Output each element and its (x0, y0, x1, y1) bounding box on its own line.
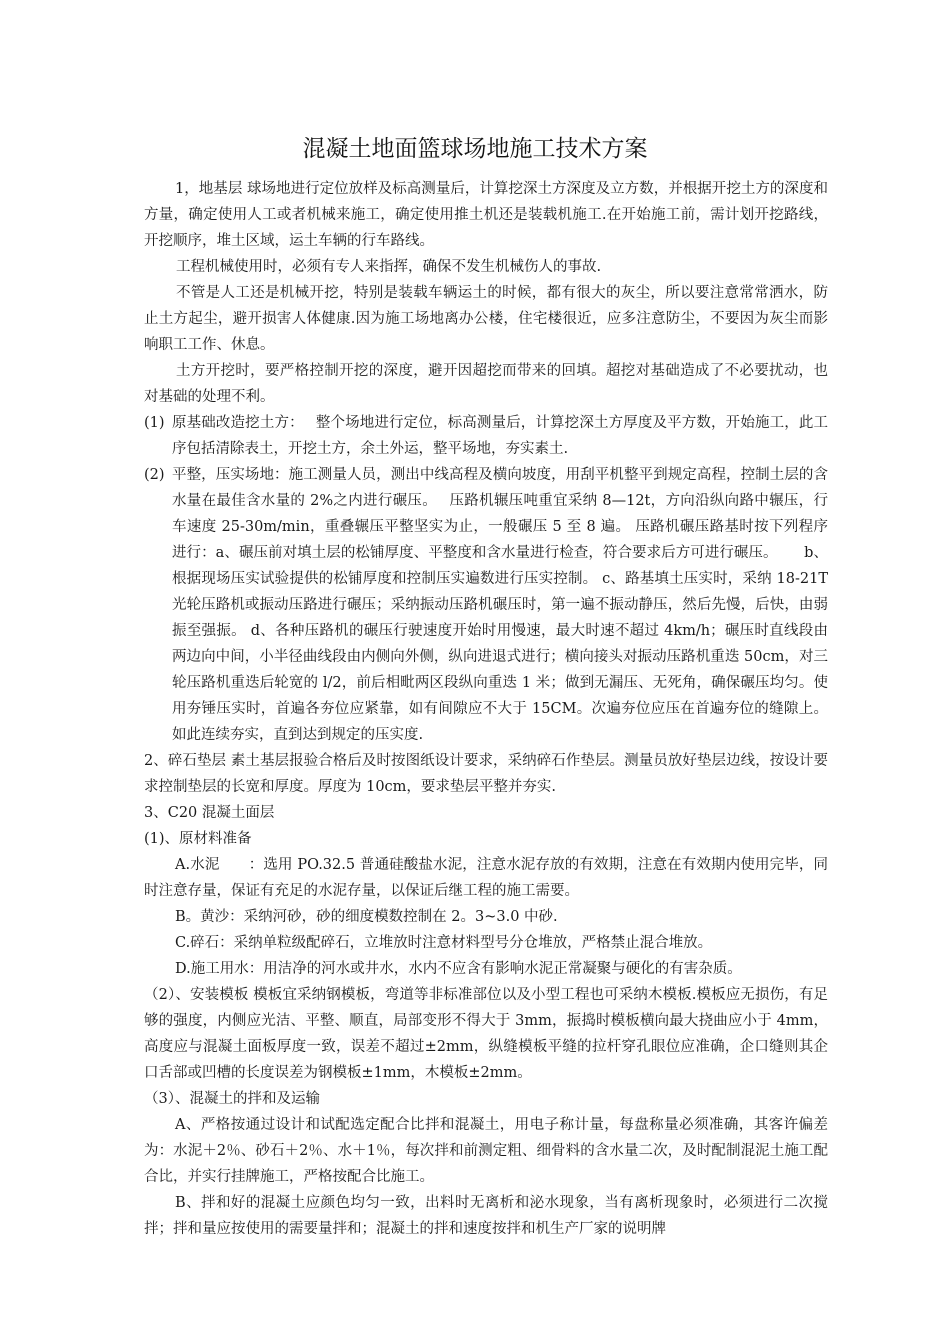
paragraph-water: D.施工用水：用洁净的河水或井水，水内不应含有影响水泥正常凝聚与硬化的有害杂质。 (175, 961, 742, 977)
subsection-heading-3: （3）、混凝土的拌和及运输 (144, 1091, 320, 1107)
paragraph-formwork: （2）、安装模板 模板宜采纳钢模板，弯道等非标准部位以及小型工程也可采纳木模板.模板应无损伤，有足够的强度，内侧应光洁、平整、顺直，局部变形不得大于 3mm，振捣时模板横向最大挠曲应小于 4mm，高度应与混凝土面板厚度一致，误差不超过±2mm，纵缝模板平缝的拉杆穿孔眼位应准确，企口缝则其企口舌部或凹槽的长度误差为钢模板±1mm，木模板±2mm。 (144, 987, 828, 1081)
paragraph-5: 2、碎石垫层 素土基层报验合格后及时按图纸设计要求，采纳碎石作垫层。测量员放好垫层边线，按设计要求控制垫层的长宽和厚度。厚度为 10cm，要求垫层平整并夯实. (144, 753, 828, 795)
paragraph-3: 不管是人工还是机械开挖，特别是装载车辆运土的时候，都有很大的灰尘，所以要注意常常洒水，防止土方起尘，避开损害人体健康.因为施工场地离办公楼，住宅楼很近，应多注意防尘，不要因为灰尘而影响职工工作、休息。 (144, 285, 828, 353)
list-item-1 (144, 410, 828, 462)
paragraph-sand: B。黄沙：采纳河砂，砂的细度模数控制在 2。3~3.0 中砂. (175, 909, 558, 925)
list-item-text: 平整，压实场地：施工测量人员，测出中线高程及横向坡度，用刮平机整平到规定高程，控制土层的含水量在最佳含水量的 2%之内进行碾压。 压路机辗压吨重宜采纳 8—12t，方向沿纵向路中辗压，行车速度 25-30m/min，重叠辗压平整坚实为止，一般碾压 5 至 8 遍。 压路机碾压路基时按下列程序进行：a、碾压前对填土层的松铺厚度、平整度和含水量进行检查，符合要求后方可进行碾压。 b、根据现场压实试验提供的松铺厚度和控制压实遍数进行压实控制。 c、路基填土压实时，采纳 18-21T 光轮压路机或振动压路进行碾压；采纳振动压路机碾压时，第一遍不振动静压，然后先慢，后快，由弱振至强振。 d、各种压路机的碾压行驶速度开始时用慢速，最大时速不超过 4km/h；碾压时直线段由两边向中间，小半径曲线段由内侧向外侧，纵向进退式进行；横向接头对振动压路机重迭 50cm，对三轮压路机重迭后轮宽的 l/2，前后相毗两区段纵向重迭 1 米；做到无漏压、无死角，确保碾压均匀。使用夯锤压实时，首遍各夯位应紧靠，如有间隙应不大于 15CM。次遍夯位应压在首遍夯位的缝隙上。如此连续夯实，直到达到规定的压实度. (172, 467, 828, 743)
paragraph-mixing-a: A、严格按通过设计和试配选定配合比拌和混凝土，用电子称计量，每盘称量必须准确，其客许偏差为：水泥＋2％、砂石＋2％、水＋1％，每次拌和前测定粗、细骨料的含水量二次，及时配制混泥土施工配合比，并实行挂牌施工，严格按配合比施工。 (144, 1117, 828, 1185)
paragraph-1: 1，地基层 球场地进行定位放样及标高测量后，计算挖深土方深度及立方数，并根据开挖土方的深度和方量，确定使用人工或者机械来施工，确定使用推土机还是装载机施工.在开始施工前，需计划开挖路线，开挖顺序，堆土区域，运土车辆的行车路线。 (144, 181, 828, 249)
document-title: 混凝土地面篮球场地施工技术方案 (302, 136, 648, 162)
section-heading-3: 3、C20 混凝土面层 (144, 805, 275, 821)
document-body (144, 176, 828, 1242)
subsection-heading-1: (1)、原材料准备 (144, 831, 252, 847)
paragraph-4: 土方开挖时，要严格控制开挖的深度，避开因超挖而带来的回填。超挖对基础造成了不必要扰动，也对基础的处理不利。 (144, 363, 828, 405)
paragraph-gravel: C.碎石：采纳单粒级配碎石，立堆放时注意材料型号分仓堆放，严格禁止混合堆放。 (175, 935, 713, 951)
paragraph-mixing-b: B、拌和好的混凝土应颜色均匀一致，出料时无离析和泌水现象，当有离析现象时，必须进行二次搅拌；拌和量应按使用的需要量拌和；混凝土的拌和速度按拌和机生产厂家的说明牌 (144, 1195, 828, 1237)
list-item-number: (2) (144, 467, 165, 483)
list-item-number: (1) (144, 415, 165, 431)
paragraph-cement: A.水泥 ：选用 PO.32.5 普通硅酸盐水泥，注意水泥存放的有效期，注意在有效期内使用完毕，同时注意存量，保证有充足的水泥存量，以保证后继工程的施工需要。 (144, 857, 828, 899)
list-item-2 (144, 462, 828, 748)
paragraph-2: 工程机械使用时，必须有专人来指挥，确保不发生机械伤人的事故. (176, 259, 602, 275)
list-item-text: 原基础改造挖土方： 整个场地进行定位，标高测量后，计算挖深土方厚度及平方数，开始施工，此工序包括清除表土，开挖土方，余土外运，整平场地，夯实素土. (172, 415, 828, 457)
